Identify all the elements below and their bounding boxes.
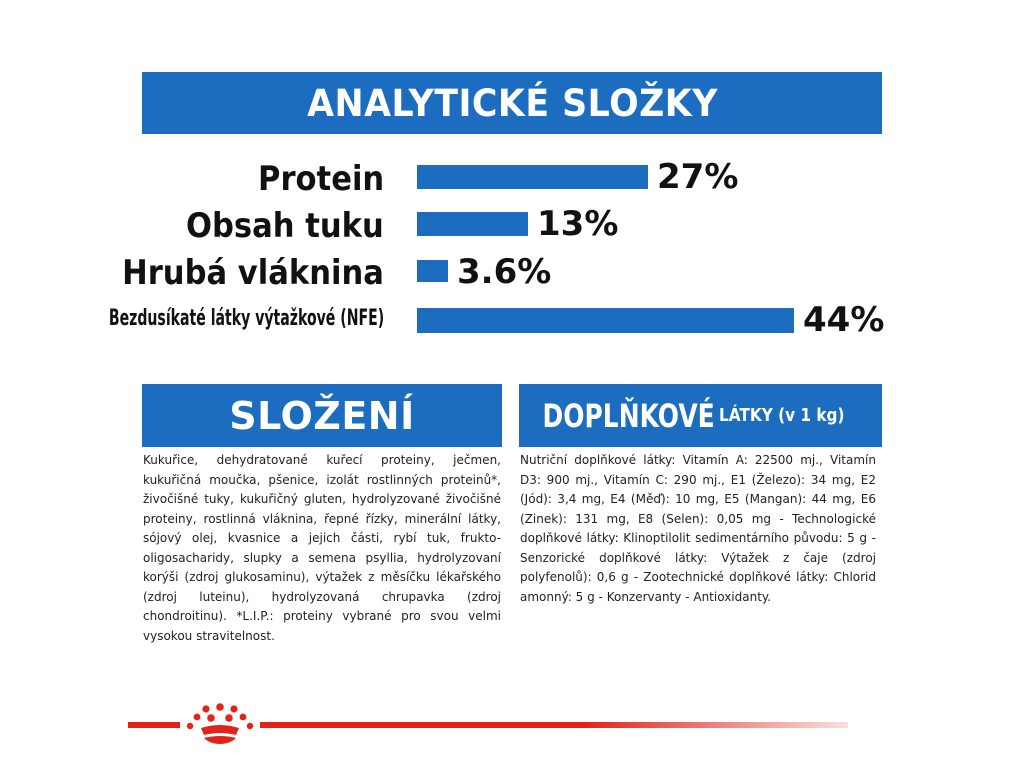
nutrient-bar <box>417 260 448 282</box>
nutrient-value: 27% <box>657 157 739 197</box>
nutrient-value: 13% <box>537 204 619 244</box>
nutrient-label: Hrubá vláknina <box>122 253 384 293</box>
logo-line-right <box>260 722 848 728</box>
analytic-title: ANALYTICKÉ SLOŽKY <box>306 81 718 125</box>
nutrient-label: Bezdusíkaté látky výtažkové (NFE) <box>108 306 384 331</box>
additives-text: Nutriční doplňkové látky: Vitamín A: 22500 mj., Vitamín D3: 900 mj., Vitamín C: 290 mj., E1 (Železo): 34 mg, E2 (Jód): 3,4 mg, E4 (Měď): 10 mg, E5 (Mangan): 44 mg, E6 (Zinek): 131 mg, E8 (Selen): 0,05 mg - Technologické doplňkové látky: Klinoptilolit sedimentárního původu: 5 g - Senzorické doplňkové látky: Výtažek z čaje (zdroj polyfenolů): 0,6 g - Zootechnické doplňkové látky: Chlorid amonný: 5 g - Konzervanty - Antioxidanty. <box>520 453 876 604</box>
analytic-title-banner <box>142 72 882 134</box>
logo-line-left <box>128 722 180 728</box>
nutrient-bar <box>417 308 794 333</box>
nutrient-bar <box>417 212 528 236</box>
nutrient-label: Protein <box>257 159 384 199</box>
nutrient-value: 3.6% <box>457 252 552 292</box>
nutrient-value: 44% <box>803 300 885 340</box>
composition-title: SLOŽENÍ <box>229 393 415 438</box>
composition-text: Kukuřice, dehydratované kuřecí proteiny, ječmen, kukuřičná moučka, pšenice, izolát rostlinných proteinů*, živočišné tuky, kukuřičný gluten, hydrolyzované živočišné proteiny, rostlinná vláknina, řepné řízky, minerální látky, sójový olej, kvasnice a jejich části, rybí tuk, frukto-oligosacharidy, slupky a semena psyllia, hydrolyzovaní korýši (zdroj glukosaminu), výtažek z měsíčku lékařského (zdroj luteinu), hydrolyzovaná chrupavka (zdroj chondroitinu). *L.I.P.: proteiny vybrané pro svou velmi vysokou stravitelnost. <box>143 453 501 643</box>
additives-title-main: DOPLŇKOVÉ <box>542 396 716 435</box>
additives-title-sub: LÁTKY (v 1 kg) <box>719 405 845 426</box>
brand-logo-divider <box>128 700 848 746</box>
royal-canin-crown-icon <box>180 700 260 746</box>
composition-title-banner <box>142 384 502 447</box>
nutrient-label: Obsah tuku <box>186 206 384 246</box>
nutrient-bar <box>417 165 648 189</box>
additives-title-banner <box>519 384 882 447</box>
